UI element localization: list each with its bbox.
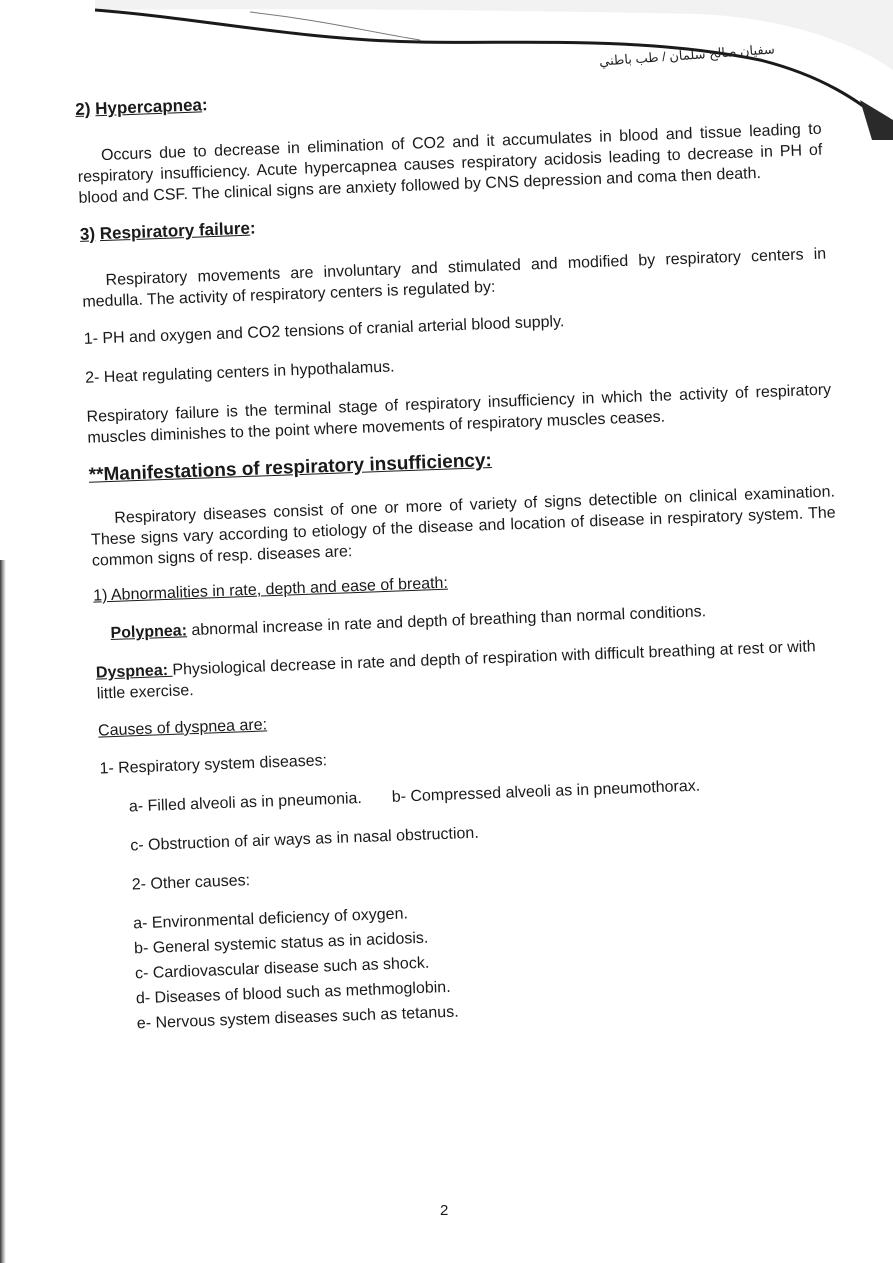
respiratory-failure-definition: Respiratory failure is the terminal stage of respiratory insufficiency in which the activity of respiratory muscles diminishes to the point where movements of respiratory muscles ceases. — [86, 381, 832, 447]
list-item: a- Environmental deficiency of oxygen. — [132, 905, 409, 933]
cause-other: 2- Other causes: — [131, 872, 251, 894]
list-item: e- Nervous system diseases such as tetanus. — [136, 1003, 459, 1033]
heading-number: 2) — [75, 99, 91, 119]
list-item: b- General systemic status as in acidosis. — [133, 929, 429, 958]
dyspnea-term: Dyspnea: — [95, 661, 173, 682]
polypnea-text: abnormal increase in rate and depth of breathing than normal conditions. — [186, 603, 707, 640]
scan-edge-left — [0, 560, 6, 1263]
dyspnea-definition — [96, 635, 842, 704]
list-item: d- Diseases of blood such as methmoglobin. — [135, 978, 451, 1008]
regulation-item-2: 2- Heat regulating centers in hypothalamus. — [84, 358, 395, 387]
heading-number: 3) — [79, 224, 96, 244]
polypnea-definition — [94, 596, 839, 644]
hypercapnea-body: Occurs due to decrease in elimination of CO2 and it accumulates in blood and tissue leading to respiratory insufficiency. Acute hypercapnea causes respiratory acidosis leading to decrease in PH of blood and CSF. The clinical signs are anxiety followed by CNS depression and coma then death. — [77, 120, 823, 207]
heading-text: Respiratory failure — [99, 218, 251, 244]
heading-suffix: : — [201, 95, 208, 115]
manifestations-intro: Respiratory diseases consist of one or more of variety of signs detectible on clinical examination. These signs vary according to etiology of the disease and location of disease in respiratory system. The common signs of resp. diseases are: — [90, 483, 836, 570]
list-item: c- Cardiovascular disease such as shock. — [134, 954, 430, 983]
content-body — [75, 73, 854, 1040]
page-number: 2 — [440, 1202, 449, 1219]
cause-respiratory-c: c- Obstruction of air ways as in nasal obstruction. — [130, 824, 480, 855]
header-arabic-author: سفيان صالح سلمان / طب باطني — [598, 41, 776, 69]
heading-text: Hypercapnea — [94, 95, 203, 119]
cause-respiratory-a: a- Filled alveoli as in pneumonia. — [128, 789, 363, 816]
heading-suffix: : — [249, 218, 256, 238]
other-causes-list — [105, 887, 854, 1035]
regulation-item-1: 1- PH and oxygen and CO2 tensions of cranial arterial blood supply. — [83, 313, 565, 348]
manifestations-heading — [88, 437, 833, 486]
respiratory-failure-intro: Respiratory movements are involuntary and stimulated and modified by respiratory centers in medulla. The activity of respiratory centers is regulated by: — [82, 245, 827, 311]
cause-respiratory-b: b- Compressed alveoli as in pneumothorax. — [391, 777, 701, 806]
cause-respiratory: 1- Respiratory system diseases: — [99, 752, 328, 778]
dyspnea-text: Physiological decrease in rate and depth of respiration with difficult breathing at rest or with little exercise. — [96, 638, 816, 703]
polypnea-term: Polypnea: — [110, 622, 188, 643]
heading-text: **Manifestations of respiratory insufficiency: — [88, 449, 493, 486]
cause-respiratory-ab — [101, 770, 846, 818]
causes-heading: Causes of dyspnea are: — [97, 716, 268, 740]
abnormalities-subheading: 1) Abnormalities in rate, depth and ease of breath: — [92, 574, 449, 605]
